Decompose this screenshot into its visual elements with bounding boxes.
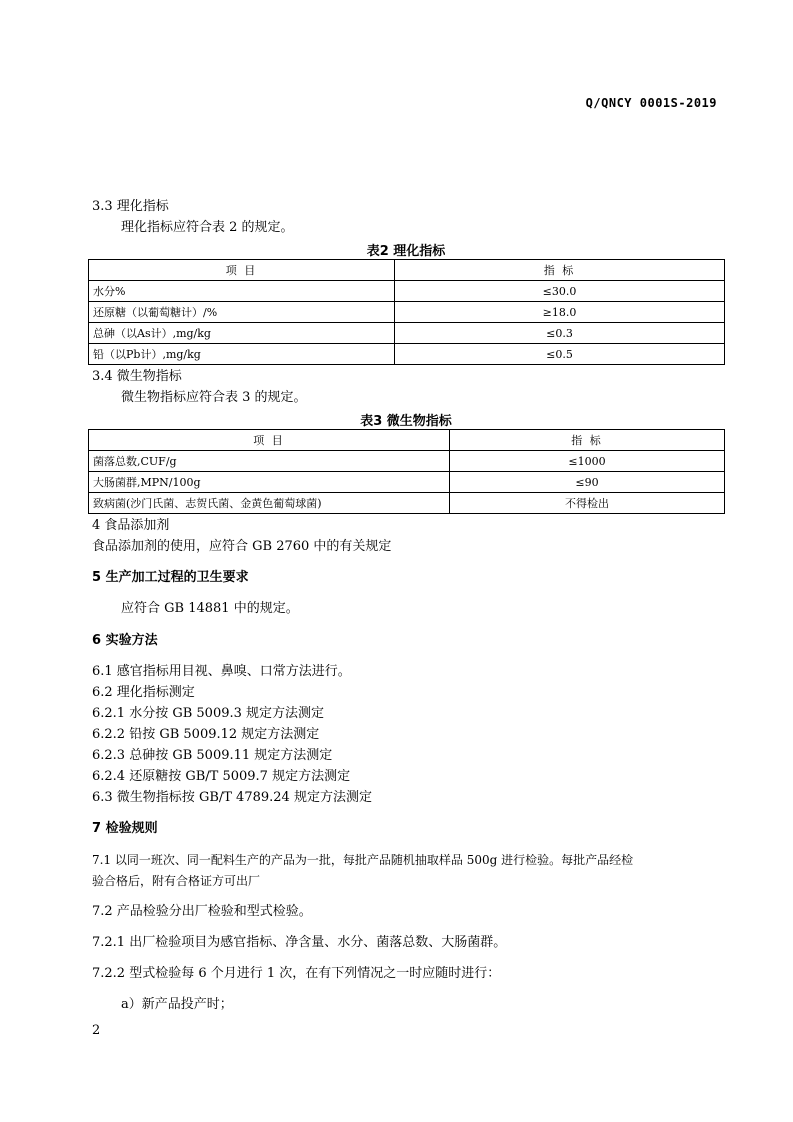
section-3-4-heading: 3.4 微生物指标 — [92, 369, 182, 384]
section-5-heading: 5 生产加工过程的卫生要求 — [92, 570, 249, 585]
table-row — [89, 281, 725, 302]
table-row — [89, 344, 725, 365]
section-6-line: 6.2.4 还原糖按 GB/T 5009.7 规定方法测定 — [92, 769, 351, 784]
section-6-line: 6.1 感官指标用目视、鼻嗅、口常方法进行。 — [92, 664, 351, 679]
section-7-1-line2: 验合格后，附有合格证方可出厂 — [92, 874, 261, 888]
table2 — [88, 259, 725, 365]
section-6-line: 6.2.3 总砷按 GB 5009.11 规定方法测定 — [92, 748, 333, 763]
table3-cell-item: 菌落总数,CUF/g — [89, 451, 450, 472]
table3 — [88, 429, 725, 514]
table-row — [89, 323, 725, 344]
section-7-2-2-text: 7.2.2 型式检验每 6 个月进行 1 次，在有下列情况之一时应随时进行： — [92, 966, 501, 981]
table3-cell-item: 大肠菌群,MPN/100g — [89, 472, 450, 493]
section-3-3-text: 理化指标应符合表 2 的规定。 — [121, 220, 294, 235]
section-7-heading: 7 检验规则 — [92, 821, 158, 836]
table2-caption: 表2 理化指标 — [366, 244, 446, 259]
section-7-2-text: 7.2 产品检验分出厂检验和型式检验。 — [92, 904, 312, 919]
page-number: 2 — [92, 1023, 101, 1038]
table-row — [89, 472, 725, 493]
table2-header-item: 项 目 — [89, 260, 395, 281]
table-row — [89, 451, 725, 472]
table3-cell-value: ≤1000 — [450, 451, 725, 472]
table-row — [89, 493, 725, 514]
table3-cell-item: 致病菌(沙门氏菌、志贺氏菌、金黄色葡萄球菌) — [89, 493, 450, 514]
section-6-line: 6.3 微生物指标按 GB/T 4789.24 规定方法测定 — [92, 790, 372, 805]
table2-cell-value: ≥18.0 — [395, 302, 725, 323]
table2-cell-item: 铅（以Pb计）,mg/kg — [89, 344, 395, 365]
table2-cell-item: 水分% — [89, 281, 395, 302]
table2-cell-value: ≤0.5 — [395, 344, 725, 365]
table2-cell-value: ≤0.3 — [395, 323, 725, 344]
section-6-line: 6.2 理化指标测定 — [92, 685, 195, 700]
table-row — [89, 302, 725, 323]
section-5-text: 应符合 GB 14881 中的规定。 — [121, 601, 299, 616]
list-item-a: a）新产品投产时； — [121, 997, 233, 1012]
table3-header-value: 指 标 — [450, 430, 725, 451]
table2-cell-value: ≤30.0 — [395, 281, 725, 302]
section-6-line: 6.2.2 铅按 GB 5009.12 规定方法测定 — [92, 727, 320, 742]
section-6-heading: 6 实验方法 — [92, 633, 158, 648]
table3-header-item: 项 目 — [89, 430, 450, 451]
section-3-4-text: 微生物指标应符合表 3 的规定。 — [121, 390, 307, 405]
table3-cell-value: 不得检出 — [450, 493, 725, 514]
section-7-2-1-text: 7.2.1 出厂检验项目为感官指标、净含量、水分、菌落总数、大肠菌群。 — [92, 935, 507, 950]
section-6-line: 6.2.1 水分按 GB 5009.3 规定方法测定 — [92, 706, 325, 721]
table2-header-value: 指 标 — [395, 260, 725, 281]
document-code: Q/QNCY 0001S-2019 — [585, 96, 717, 110]
table3-header-row — [89, 430, 725, 451]
table3-caption: 表3 微生物指标 — [360, 414, 452, 429]
section-4-heading: 4 食品添加剂 — [92, 518, 170, 533]
section-7-1-line1: 7.1 以同一班次、同一配料生产的产品为一批，每批产品随机抽取样品 500g 进行检验。每批产品经检 — [92, 853, 634, 867]
table2-cell-item: 还原糖（以葡萄糖计）/% — [89, 302, 395, 323]
table2-header-row — [89, 260, 725, 281]
table3-cell-value: ≤90 — [450, 472, 725, 493]
section-4-text: 食品添加剂的使用，应符合 GB 2760 中的有关规定 — [92, 539, 392, 554]
table2-cell-item: 总砷（以As计）,mg/kg — [89, 323, 395, 344]
section-3-3-heading: 3.3 理化指标 — [92, 199, 169, 214]
